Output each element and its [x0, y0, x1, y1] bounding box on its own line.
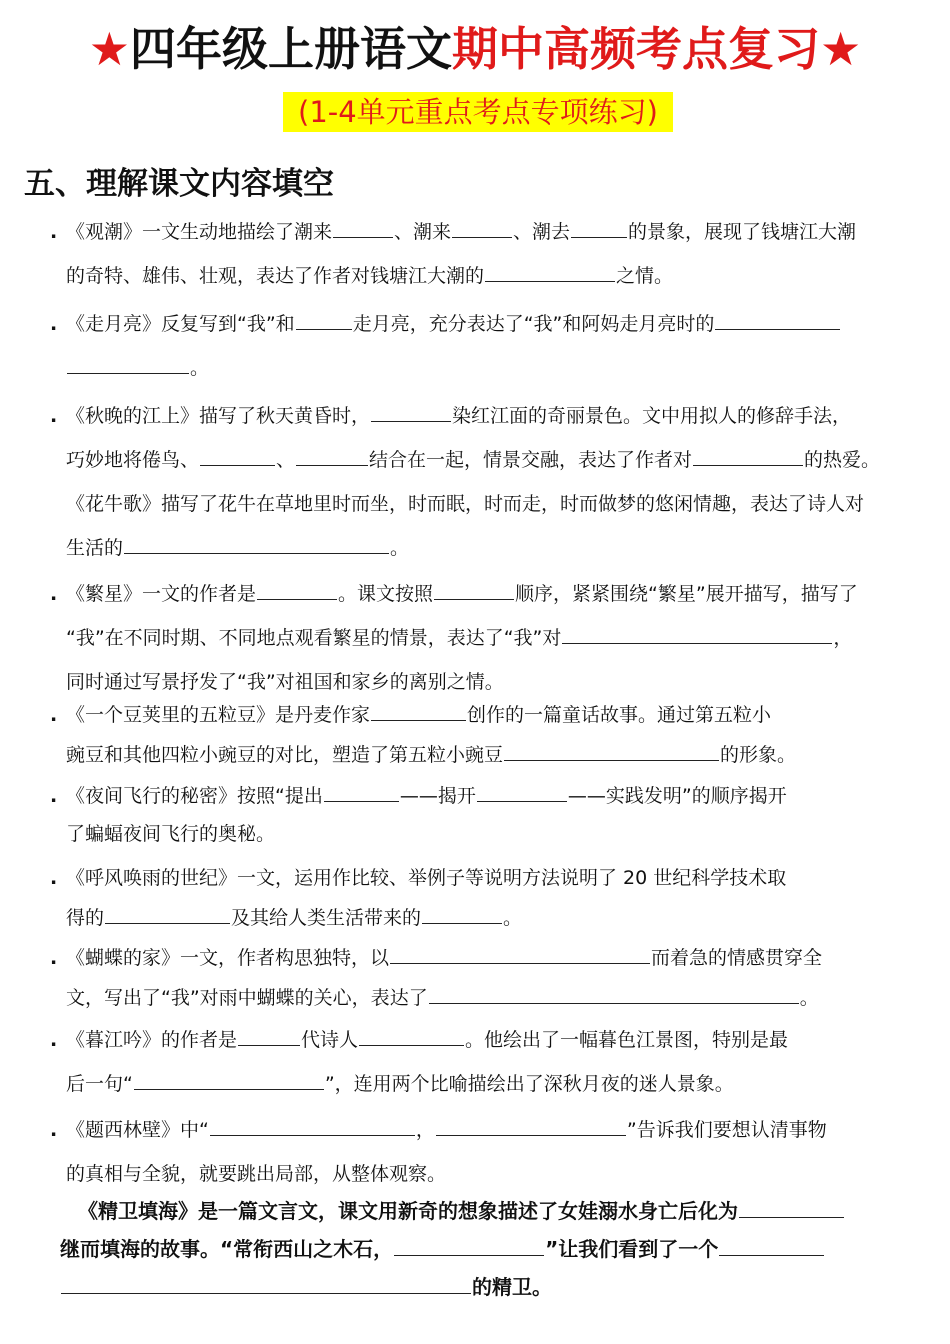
- question-line: [50, 815, 880, 853]
- question-text: 继而填海的故事。“常衔西山之木石，: [60, 1237, 394, 1261]
- answer-blank[interactable]: [371, 701, 466, 721]
- subtitle: (1-4单元重点考点专项练习): [283, 92, 673, 132]
- bullet-dot: .: [50, 785, 58, 807]
- answer-blank[interactable]: [124, 534, 389, 554]
- question-text: 结合在一起，情景交融，表达了作者对: [369, 449, 693, 471]
- answer-blank[interactable]: [562, 624, 832, 644]
- question-line: [50, 1062, 880, 1106]
- question-hufenghuanyu: [50, 858, 880, 938]
- answer-blank[interactable]: [485, 262, 615, 282]
- answer-blank[interactable]: [719, 1236, 824, 1256]
- answer-blank[interactable]: [422, 904, 502, 924]
- answer-blank[interactable]: [429, 984, 799, 1004]
- question-text: 《精卫填海》是一篇文言文，课文用新奇的想象描述了女娃溺水身亡后化为: [78, 1199, 738, 1223]
- answer-blank[interactable]: [371, 402, 451, 422]
- question-text: “我”在不同时期、不同地点观看繁星的情景，表达了“我”对: [66, 627, 562, 649]
- question-text: 《走月亮》反复写到“我”和: [66, 313, 295, 335]
- question-line: [50, 695, 880, 735]
- question-line: [50, 394, 880, 438]
- question-text: ”告诉我们要想认清事物: [626, 1119, 827, 1141]
- answer-blank[interactable]: [434, 580, 514, 600]
- question-text: 巧妙地将倦鸟、: [66, 449, 200, 471]
- question-line: [50, 254, 880, 298]
- question-line: [60, 1192, 945, 1230]
- answer-blank[interactable]: [394, 1236, 544, 1256]
- answer-blank[interactable]: [238, 1026, 300, 1046]
- question-text: 。: [799, 987, 819, 1009]
- question-text: 的形象。: [720, 744, 797, 766]
- question-line: [50, 346, 880, 390]
- question-text: 了蝙蝠夜间飞行的奥秘。: [66, 823, 276, 845]
- question-line: [50, 978, 880, 1018]
- question-text: 代诗人: [301, 1029, 359, 1051]
- question-line: [50, 210, 880, 254]
- question-zouyueliang: [50, 302, 880, 390]
- question-text: 的真相与全貌，就要跳出局部，从整体观察。: [66, 1163, 447, 1185]
- answer-blank[interactable]: [436, 1116, 626, 1136]
- answer-blank[interactable]: [359, 1026, 464, 1046]
- title-grade: 四年级上册语文: [130, 22, 452, 76]
- question-text: 创作的一篇童话故事。通过第五粒小: [467, 704, 772, 726]
- answer-blank[interactable]: [477, 782, 567, 802]
- answer-blank[interactable]: [571, 218, 627, 238]
- question-text: 《夜间飞行的秘密》按照“提出: [66, 785, 323, 807]
- bullet-dot: .: [50, 221, 58, 243]
- question-text: 。: [190, 357, 210, 379]
- question-guanchao: [50, 210, 880, 298]
- answer-blank[interactable]: [390, 944, 650, 964]
- bullet-dot: .: [50, 1119, 58, 1141]
- question-text: 顺序，紧紧围绕“繁星”展开描写，描写了: [515, 583, 858, 605]
- question-text: 《秋晚的江上》描写了秋天黄昏时，: [66, 405, 371, 427]
- page-title: [0, 18, 950, 80]
- question-text: 的景象，展现了钱塘江大潮: [628, 221, 857, 243]
- bullet-dot: .: [50, 583, 58, 605]
- question-text: 的热爱。: [804, 449, 881, 471]
- title-topic: 期中高频考点复习: [452, 22, 820, 76]
- question-text: 得的: [66, 907, 105, 929]
- section-heading: 五、理解课文内容填空: [24, 166, 334, 202]
- question-text: 《繁星》一文的作者是: [66, 583, 257, 605]
- answer-blank[interactable]: [210, 1116, 415, 1136]
- question-text: ——揭开: [399, 785, 476, 807]
- question-qiuwan: [50, 394, 880, 570]
- question-text: 。课文按照: [338, 583, 434, 605]
- answer-blank[interactable]: [504, 741, 719, 761]
- answer-blank[interactable]: [105, 904, 230, 924]
- bullet-dot: .: [50, 313, 58, 335]
- question-text: 。: [503, 907, 523, 929]
- question-text: 《蝴蝶的家》一文，作者构思独特，以: [66, 947, 390, 969]
- question-line: [50, 858, 880, 898]
- question-line: [50, 777, 880, 815]
- question-text: ，: [415, 1119, 435, 1141]
- question-text: 。: [390, 537, 410, 559]
- bullet-dot: .: [50, 947, 58, 969]
- question-text: 染红江面的奇丽景色。文中用拟人的修辞手法，: [452, 405, 852, 427]
- answer-blank[interactable]: [452, 218, 512, 238]
- question-fanxing: [50, 572, 880, 704]
- question-yejianfeixing: [50, 777, 880, 853]
- question-text: 生活的: [66, 537, 124, 559]
- question-line: [50, 438, 880, 482]
- question-text: 、潮去: [513, 221, 571, 243]
- question-mujiangyin: [50, 1018, 880, 1106]
- question-line: [50, 1152, 880, 1196]
- answer-blank[interactable]: [200, 446, 275, 466]
- question-line: [60, 1268, 945, 1306]
- answer-blank[interactable]: [715, 310, 840, 330]
- question-text: 的奇特、雄伟、壮观，表达了作者对钱塘江大潮的: [66, 265, 485, 287]
- question-text: 豌豆和其他四粒小豌豆的对比，塑造了第五粒小豌豆: [66, 744, 504, 766]
- bullet-dot: .: [50, 1029, 58, 1051]
- question-text: 《一个豆荚里的五粒豆》是丹麦作家: [66, 704, 371, 726]
- question-text: 之情。: [616, 265, 674, 287]
- question-text: 、潮来: [394, 221, 452, 243]
- question-text: ，: [833, 627, 853, 649]
- question-text: 同时通过写景抒发了“我”对祖国和家乡的离别之情。: [66, 671, 504, 693]
- question-text: 《暮江吟》的作者是: [66, 1029, 238, 1051]
- question-text: 。他绘出了一幅暮色江景图，特别是最: [465, 1029, 789, 1051]
- answer-blank[interactable]: [296, 310, 352, 330]
- bullet-dot: .: [50, 405, 58, 427]
- star-icon: ★: [88, 22, 130, 76]
- question-line: [50, 482, 880, 526]
- answer-blank[interactable]: [61, 1274, 471, 1294]
- answer-blank[interactable]: [333, 218, 393, 238]
- question-line: [50, 938, 880, 978]
- question-line: [50, 572, 880, 616]
- question-line: [50, 526, 880, 570]
- answer-blank[interactable]: [134, 1070, 324, 1090]
- question-tixilinbi: [50, 1108, 880, 1196]
- question-text: 及其给人类生活带来的: [231, 907, 422, 929]
- question-text: 走月亮，充分表达了“我”和阿妈走月亮时的: [352, 313, 715, 335]
- question-text: 《题西林壁》中“: [66, 1119, 209, 1141]
- question-line: [60, 1230, 945, 1268]
- bullet-dot: .: [50, 704, 58, 726]
- answer-blank[interactable]: [324, 782, 399, 802]
- question-text: 文，写出了“我”对雨中蝴蝶的关心，表达了: [66, 987, 428, 1009]
- question-line: [50, 898, 880, 938]
- answer-blank[interactable]: [67, 354, 189, 374]
- question-hudiedejia: [50, 938, 880, 1018]
- question-text: 、: [276, 449, 296, 471]
- question-text: 《观潮》一文生动地描绘了潮来: [66, 221, 333, 243]
- question-line: [50, 1108, 880, 1152]
- bullet-dot: .: [50, 867, 58, 889]
- question-text: ——实践发明”的顺序揭开: [567, 785, 787, 807]
- answer-blank[interactable]: [296, 446, 368, 466]
- question-wulidou: [50, 695, 880, 775]
- answer-blank[interactable]: [739, 1198, 844, 1218]
- question-text: 后一句“: [66, 1073, 133, 1095]
- question-text: 而着急的情感贯穿全: [651, 947, 823, 969]
- question-text: 《花牛歌》描写了花牛在草地里时而坐，时而眠，时而走，时而做梦的悠闲情趣，表达了诗人对: [66, 493, 865, 515]
- question-line: [50, 1018, 880, 1062]
- question-text: ”，连用两个比喻描绘出了深秋月夜的迷人景象。: [324, 1073, 734, 1095]
- question-line: [50, 302, 880, 346]
- question-text: 《呼风唤雨的世纪》一文，运用作比较、举例子等说明方法说明了 20 世纪科学技术取: [66, 867, 787, 889]
- question-jingweitianhai: [60, 1192, 945, 1306]
- question-text: ”让我们看到了一个: [545, 1237, 719, 1261]
- answer-blank[interactable]: [257, 580, 337, 600]
- question-text: 的精卫。: [472, 1275, 552, 1299]
- question-line: [50, 616, 880, 660]
- star-icon: ★: [820, 22, 862, 76]
- answer-blank[interactable]: [693, 446, 803, 466]
- question-line: [50, 735, 880, 775]
